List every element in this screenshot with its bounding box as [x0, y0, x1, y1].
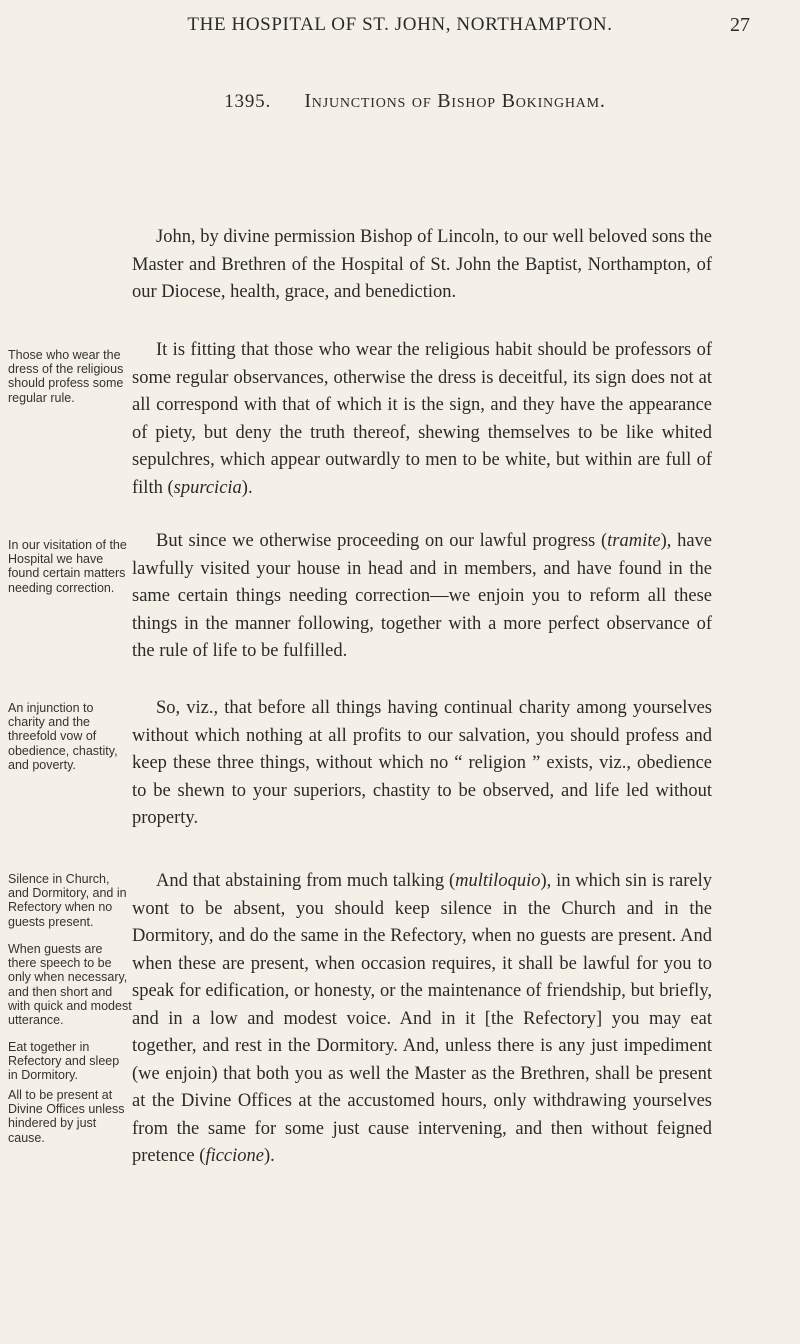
paragraph-visitation: But since we otherwise proceeding on our lawful progress (tramite), have lawfully visited your house in head and in members, and have found in the same certain things needing correction—we enjoin you to reform all these things in the manner following, together with a more perfect observance of the rule of life to be fulfilled.	[132, 531, 713, 661]
paragraph-silence: And that abstaining from much talking (multiloquio), in which sin is rarely wont to be absent, you should keep silence in the Church and in the Dormitory, and do the same in the Refectory, when no guests are present. And when these are present, when occasion requires, it shall be lawful for you to speak for edification, or honesty, or the maintenance of friendship, but briefly, and in a low and modest voice. And in it [the Refectory] you may eat together, and rest in the Dormitory. And, unless there is any just impediment (we enjoin) that both you as well the Master as the Brethren, shall be present at the Divine Offices at the accustomed hours, only withdrawing yourselves from the same for some just cause intervening, and then without feigned pretence (ficcione).	[132, 871, 713, 1166]
running-head	[0, 14, 800, 46]
latin-term: tramite	[607, 531, 661, 551]
paragraph-threefold-vow: So, viz., that before all things having continual charity among yourselves without which nothing at all profits to our salvation, you should profess and keep these three things, without which no “ religion ” exists, viz., obedience to be shewn to your superiors, chastity to be observed, and life led without property.	[132, 698, 712, 828]
margin-note: When guests are there speech to be only when necessary, and then short and with quick and modest utterance.	[8, 942, 132, 1028]
margin-note: An injunction to charity and the threefold vow of obedience, chastity, and poverty.	[8, 701, 118, 772]
paragraph-salutation: John, by divine permission Bishop of Lincoln, to our well beloved sons the Master and Brethren of the Hospital of St. John the Baptist, Northampton, of our Diocese, health, grace, and benediction.	[132, 227, 712, 302]
section-heading	[110, 90, 720, 113]
margin-note: All to be present at Divine Offices unless hindered by just cause.	[8, 1088, 125, 1145]
heading-year: 1395.	[224, 91, 271, 112]
page-number: 27	[730, 14, 750, 36]
latin-term: spurcicia	[173, 477, 242, 498]
running-title: THE HOSPITAL OF ST. JOHN, NORTHAMPTON.	[187, 14, 613, 35]
latin-term: multiloquio	[455, 871, 541, 891]
margin-note: Silence in Church, and Dormitory, and in Refectory when no guests present.	[8, 872, 127, 929]
margin-note: Eat together in Refectory and sleep in Dormitory.	[8, 1040, 120, 1083]
heading-title: Injunctions of Bishop Bokingham.	[304, 90, 606, 112]
latin-term: ficcione	[205, 1146, 264, 1166]
paragraph-religious-habit: It is fitting that those who wear the religious habit should be professors of some regular observances, otherwise the dress is deceitful, its sign does not at all correspond with that of which it is the sign, and they have the appearance of piety, but deny the truth thereof, shewing themselves to be like whited sepulchres, which appear outwardly to men to be white, but within are full of filth (spurcicia).	[132, 340, 712, 498]
margin-note: Those who wear the dress of the religious should profess some regular rule.	[8, 348, 124, 405]
margin-note: In our visitation of the Hospital we have found certain matters needing correction.	[8, 538, 127, 595]
